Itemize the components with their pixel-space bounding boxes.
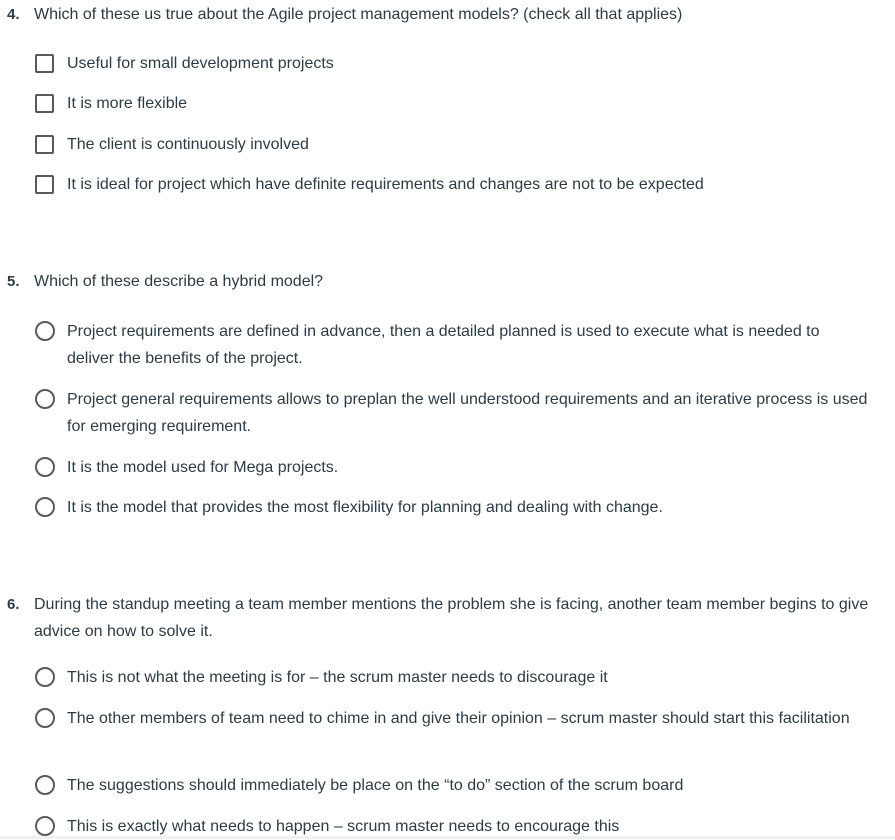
option-label[interactable]: Project requirements are defined in advance, then a detailed planned is used to execute what is needed to deliver the benefits of the project. [67,323,820,367]
option-label[interactable]: It is the model used for Mega projects. [67,459,339,476]
option-label[interactable]: This is not what the meeting is for – the scrum master needs to discourage it [67,669,608,686]
question-text: During the standup meeting a team member mentions the problem she is facing, another team member begins to give advice on how to solve it. [34,596,869,640]
radio-button[interactable] [35,389,55,409]
option-label[interactable]: It is the model that provides the most flexibility for planning and dealing with change. [67,499,663,516]
question-text: Which of these us true about the Agile project management models? (check all that applies) [34,6,683,23]
question-number: 4. [7,6,20,23]
option-label[interactable]: The other members of team need to chime in and give their opinion – scrum master should start this facilitation [67,710,850,727]
radio-button[interactable] [35,667,55,687]
checkbox[interactable] [35,175,54,194]
radio-button[interactable] [35,321,55,341]
radio-button[interactable] [35,775,55,795]
question-number: 5. [7,273,20,290]
checkbox[interactable] [35,54,54,73]
option-label[interactable]: It is ideal for project which have definite requirements and changes are not to be expected [67,176,704,193]
option-label[interactable]: Useful for small development projects [67,55,334,72]
question-text: Which of these describe a hybrid model? [34,273,324,290]
option-label[interactable]: It is more flexible [67,95,188,112]
radio-button[interactable] [35,816,55,836]
question-number: 6. [7,596,20,613]
option-label[interactable]: Project general requirements allows to preplan the well understood requirements and an iterative process is used for emerging requirement. [67,391,868,435]
option-label[interactable]: The suggestions should immediately be place on the “to do” section of the scrum board [67,777,684,794]
radio-button[interactable] [35,497,55,517]
option-label[interactable]: This is exactly what needs to happen – scrum master needs to encourage this [67,818,620,835]
checkbox[interactable] [35,94,54,113]
radio-button[interactable] [35,708,55,728]
checkbox[interactable] [35,135,54,154]
option-label[interactable]: The client is continuously involved [67,136,309,153]
radio-button[interactable] [35,457,55,477]
